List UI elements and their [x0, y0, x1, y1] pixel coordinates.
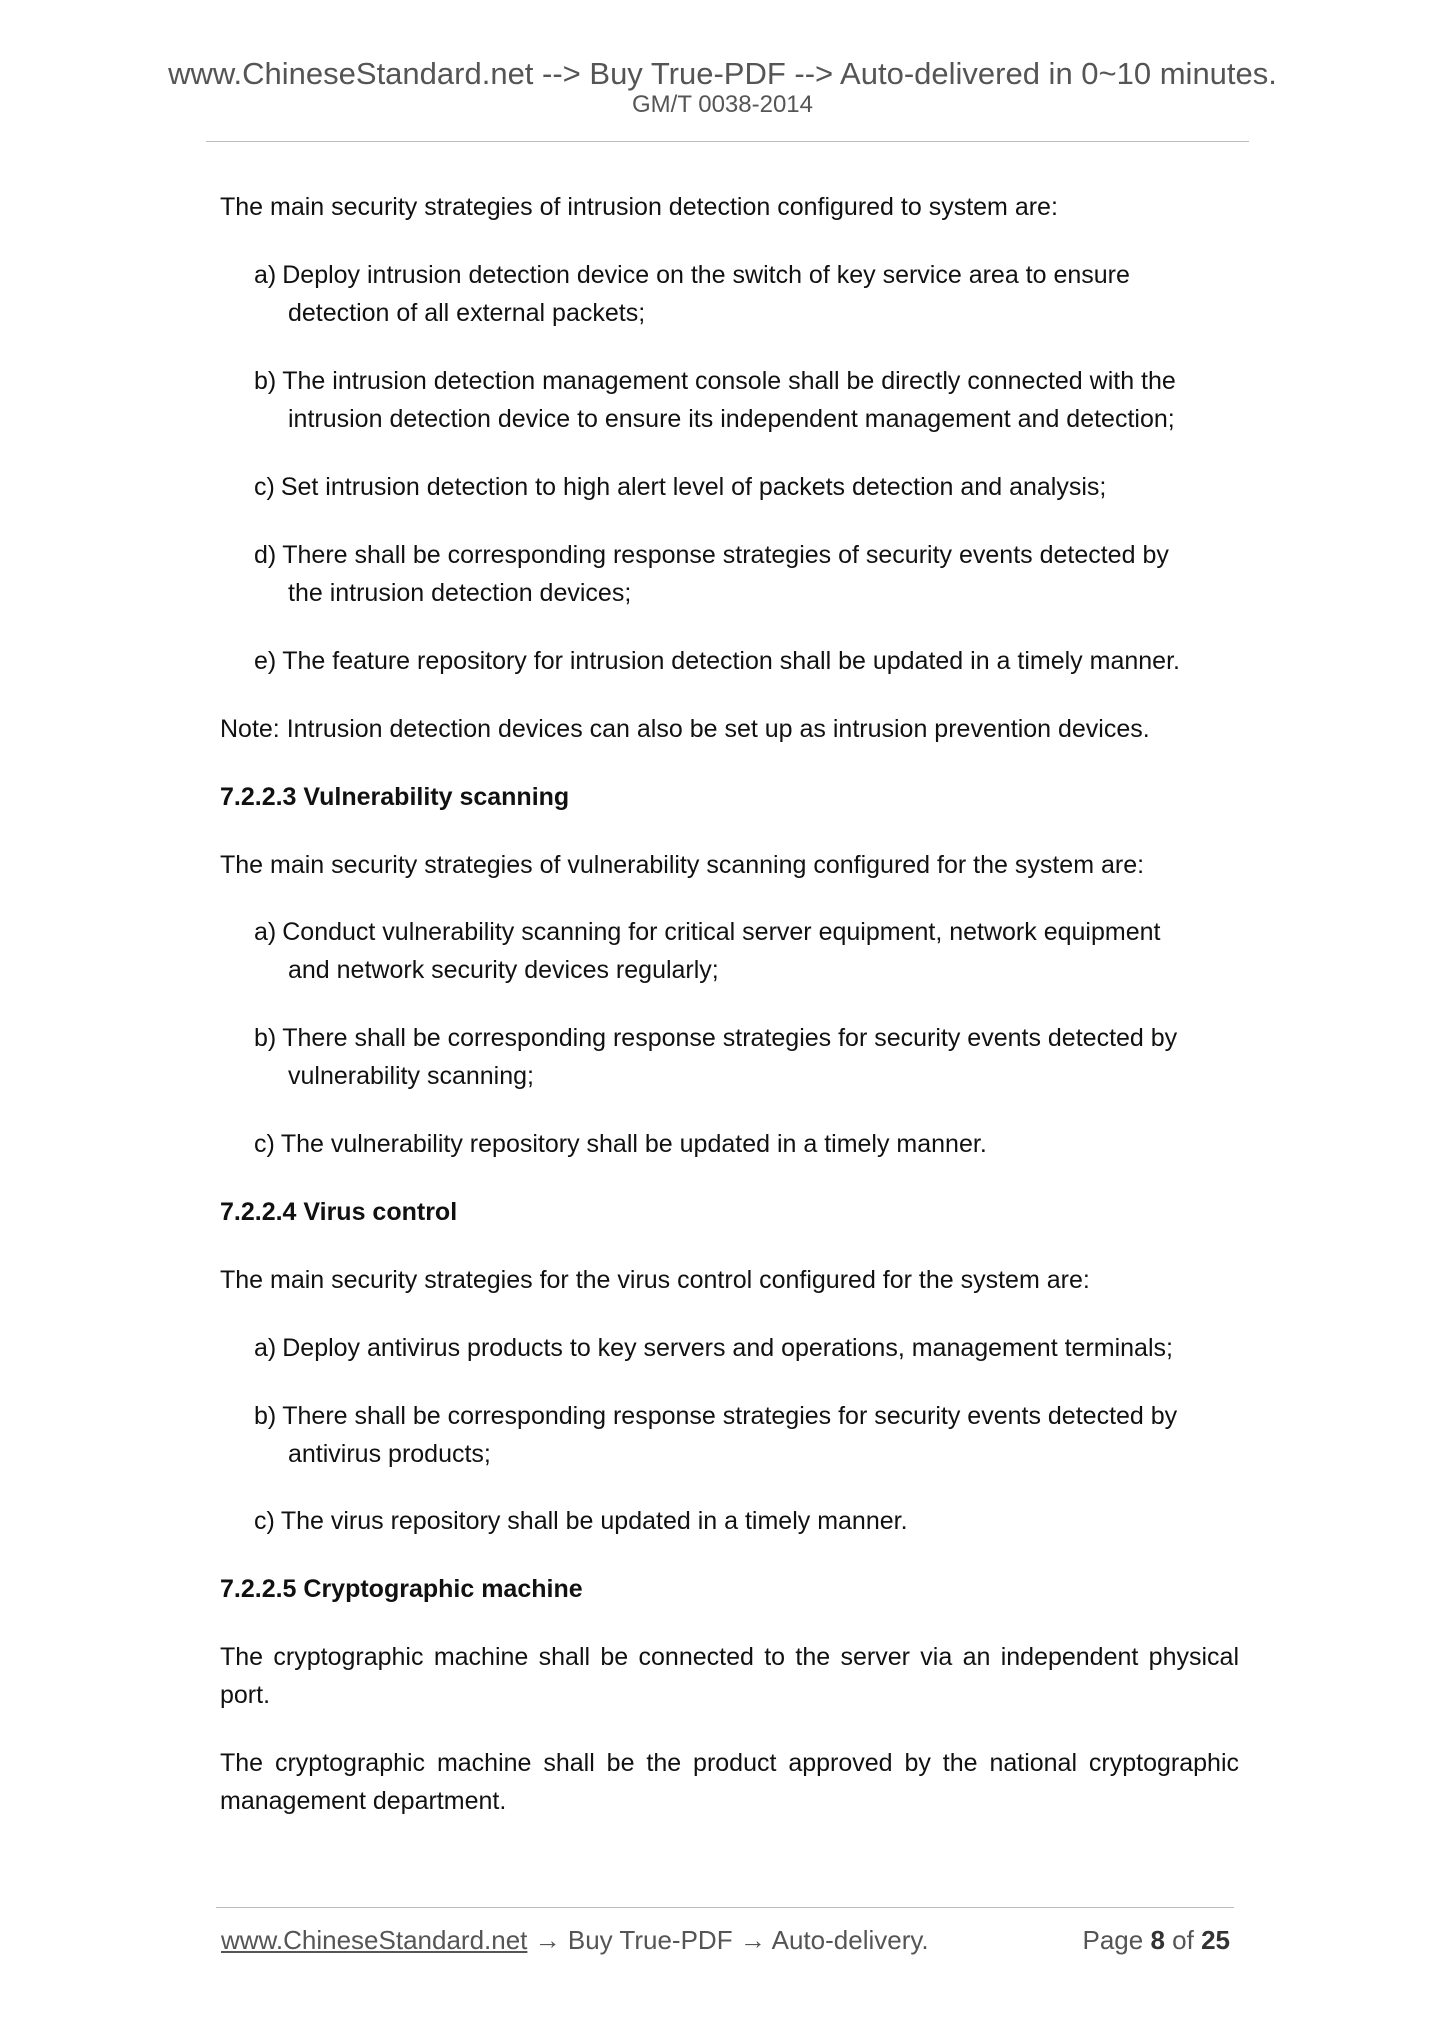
list-item-label: b) — [254, 367, 277, 395]
arrow-right-icon: → — [534, 1925, 561, 1955]
list-item-text: Conduct vulnerability scanning for critical server equipment, network equipment — [282, 918, 1161, 946]
top-banner: www.ChineseStandard.net --> Buy True-PDF --> Auto-delivered in 0~10 minutes. — [168, 56, 1277, 91]
footer-delivery-text: Auto-delivery. — [771, 1925, 929, 1955]
list-item — [254, 642, 1239, 680]
list-item-text: There shall be corresponding response strategies for security events detected by — [282, 1402, 1178, 1430]
list-item — [254, 913, 1239, 989]
document-code: GM/T 0038-2014 — [632, 91, 813, 118]
arrow-right-icon: → — [739, 1925, 766, 1955]
cryptographic-paragraph-2: The cryptographic machine shall be the product approved by the national cryptographic management department. — [220, 1749, 1239, 1815]
list-item-text-continued: intrusion detection device to ensure its independent management and detection; — [288, 405, 1175, 433]
list-item — [254, 1329, 1239, 1367]
list-item-text-continued: antivirus products; — [288, 1440, 491, 1468]
page-of: of — [1172, 1925, 1194, 1955]
page-current: 8 — [1150, 1925, 1165, 1955]
list-item-label: e) — [254, 647, 277, 675]
list-item-label: c) — [254, 473, 275, 501]
section-heading-virus: 7.2.2.4 Virus control — [220, 1198, 458, 1226]
header-divider — [206, 141, 1249, 142]
list-item — [254, 1397, 1239, 1473]
list-item-label: c) — [254, 1507, 275, 1535]
list-item — [254, 468, 1239, 506]
list-item-text: Deploy intrusion detection device on the switch of key service area to ensure — [282, 261, 1130, 289]
list-item-label: a) — [254, 1334, 277, 1362]
list-item — [254, 1125, 1239, 1163]
footer-buy-text: Buy True-PDF — [567, 1925, 733, 1955]
list-item-text: There shall be corresponding response strategies for security events detected by — [282, 1024, 1178, 1052]
footer-divider — [216, 1907, 1234, 1908]
footer-promo — [221, 1927, 929, 1953]
list-item-text-continued: the intrusion detection devices; — [288, 579, 632, 607]
list-item — [254, 1502, 1239, 1540]
list-item-text-continued: and network security devices regularly; — [288, 956, 719, 984]
list-item-label: d) — [254, 541, 277, 569]
list-item-text: Set intrusion detection to high alert level of packets detection and analysis; — [280, 473, 1107, 501]
note-paragraph: Note: Intrusion detection devices can also be set up as intrusion prevention devices. — [220, 715, 1150, 743]
section-heading-vulnerability: 7.2.2.3 Vulnerability scanning — [220, 783, 570, 811]
list-item-label: b) — [254, 1024, 277, 1052]
list-item — [254, 536, 1239, 612]
page-label: Page — [1082, 1925, 1144, 1955]
list-item-text: Deploy antivirus products to key servers and operations, management terminals; — [282, 1334, 1173, 1362]
list-item-text: The vulnerability repository shall be updated in a timely manner. — [280, 1130, 987, 1158]
list-item-text: The feature repository for intrusion detection shall be updated in a timely manner. — [282, 647, 1180, 675]
list-item-text-continued: detection of all external packets; — [288, 299, 646, 327]
list-item-label: a) — [254, 261, 277, 289]
footer-site-link[interactable]: www.ChineseStandard.net — [221, 1925, 528, 1955]
cryptographic-paragraph-1: The cryptographic machine shall be connected to the server via an independent physical port. — [220, 1643, 1239, 1709]
section-heading-cryptographic: 7.2.2.5 Cryptographic machine — [220, 1575, 583, 1603]
list-item-text-continued: vulnerability scanning; — [288, 1062, 534, 1090]
list-item-text: The virus repository shall be updated in a timely manner. — [280, 1507, 908, 1535]
ids-intro-paragraph: The main security strategies of intrusion detection configured to system are: — [220, 193, 1058, 221]
vulnerability-intro-paragraph: The main security strategies of vulnerability scanning configured for the system are: — [220, 851, 1145, 879]
list-item-text: There shall be corresponding response strategies of security events detected by — [282, 541, 1169, 569]
list-item-label: b) — [254, 1402, 277, 1430]
virus-intro-paragraph: The main security strategies for the virus control configured for the system are: — [220, 1266, 1090, 1294]
list-item — [254, 362, 1239, 438]
list-item-label: a) — [254, 918, 277, 946]
list-item — [254, 256, 1239, 332]
list-item-label: c) — [254, 1130, 275, 1158]
list-item-text: The intrusion detection management console shall be directly connected with the — [282, 367, 1176, 395]
list-item — [254, 1019, 1239, 1095]
page-total: 25 — [1201, 1925, 1230, 1955]
page-number — [1082, 1927, 1230, 1953]
